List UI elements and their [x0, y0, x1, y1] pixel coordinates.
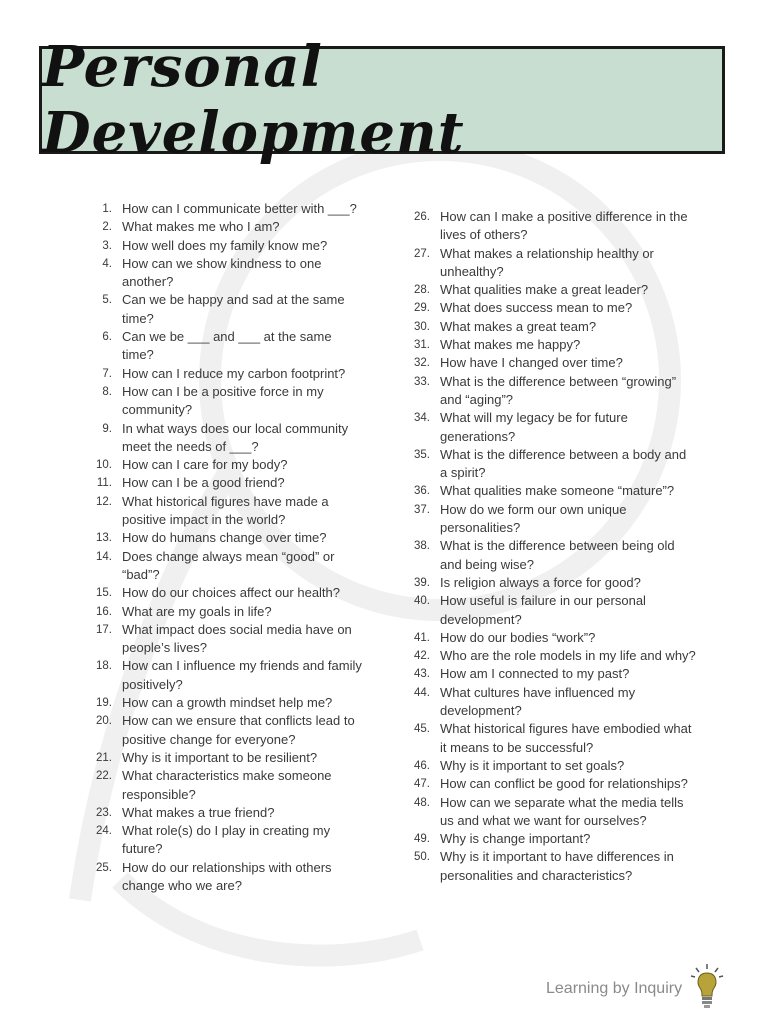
question-number: 11. — [96, 477, 112, 490]
question-item — [72, 804, 362, 822]
question-item — [72, 694, 362, 712]
question-text: How can we ensure that conflicts lead to positive change for everyone? — [122, 713, 355, 747]
question-number: 45. — [414, 723, 430, 736]
question-item — [72, 529, 362, 547]
question-item — [72, 584, 362, 602]
question-number: 34. — [414, 412, 430, 425]
question-item — [392, 245, 697, 282]
question-text: How can I make a positive difference in the lives of others? — [440, 209, 688, 243]
question-item — [392, 299, 697, 317]
question-item — [72, 200, 362, 218]
question-number: 41. — [414, 631, 430, 644]
questions-left-column — [72, 200, 362, 895]
question-item — [392, 830, 697, 848]
question-number: 27. — [414, 247, 430, 260]
question-text: How do our bodies “work”? — [440, 629, 596, 645]
question-text: What is the difference between being old and being wise? — [440, 538, 675, 572]
question-number: 47. — [414, 778, 430, 791]
question-text: What are my goals in life? — [122, 603, 272, 619]
question-number: 25. — [96, 861, 112, 874]
question-number: 43. — [414, 668, 430, 681]
question-item — [72, 767, 362, 804]
question-number: 46. — [414, 759, 430, 772]
question-item — [392, 684, 697, 721]
question-text: Why is it important to set goals? — [440, 757, 625, 773]
question-text: Why is change important? — [440, 831, 591, 847]
question-text: How can I be a good friend? — [122, 475, 285, 491]
question-text: What role(s) do I play in creating my future? — [122, 823, 331, 857]
question-number: 49. — [414, 833, 430, 846]
question-number: 4. — [102, 257, 112, 270]
question-text: What characteristics make someone responsible? — [122, 768, 332, 802]
question-item — [392, 409, 697, 446]
question-text: How am I connected to my past? — [440, 666, 630, 682]
question-number: 13. — [96, 532, 112, 545]
question-number: 9. — [102, 422, 112, 435]
question-text: Can we be happy and sad at the same time? — [122, 292, 345, 326]
question-number: 10. — [96, 459, 112, 472]
question-number: 38. — [414, 540, 430, 553]
question-item — [72, 859, 362, 896]
question-number: 28. — [414, 284, 430, 297]
question-number: 39. — [414, 576, 430, 589]
question-item — [392, 629, 697, 647]
question-number: 2. — [102, 221, 112, 234]
question-item — [392, 354, 697, 372]
question-number: 37. — [414, 503, 430, 516]
question-text: What historical figures have made a positive impact in the world? — [122, 493, 329, 528]
question-number: 18. — [96, 660, 112, 673]
question-number: 36. — [414, 485, 430, 498]
question-number: 48. — [414, 796, 430, 809]
question-item — [392, 501, 697, 538]
question-text: What is the difference between “growing” and “aging”? — [440, 373, 677, 407]
question-text: How can we separate what the media tells us and what we want for ourselves? — [440, 794, 684, 828]
question-text: Can we be ___ and ___ at the same time? — [122, 329, 332, 363]
question-item — [392, 336, 697, 354]
question-number: 6. — [102, 331, 112, 344]
question-text: How can a growth mindset help me? — [122, 695, 333, 711]
question-item — [72, 474, 362, 492]
question-item — [392, 794, 697, 831]
question-text: How do our relationships with others change who we are? — [122, 859, 332, 893]
question-text: How can I communicate better with ___? — [122, 201, 357, 216]
question-number: 44. — [414, 686, 430, 699]
question-item — [392, 720, 697, 757]
question-item — [392, 775, 697, 793]
question-item — [392, 647, 697, 665]
question-number: 30. — [414, 320, 430, 333]
question-item — [72, 621, 362, 658]
question-number: 23. — [96, 806, 112, 819]
question-item — [392, 537, 697, 574]
question-text: What makes me happy? — [440, 337, 581, 353]
question-text: Why is it important to be resilient? — [122, 749, 318, 765]
question-item — [392, 757, 697, 775]
question-number: 19. — [96, 697, 112, 710]
question-text: What historical figures have embodied what it means to be successful? — [440, 721, 692, 755]
question-text: Does change always mean “good” or “bad”? — [122, 548, 335, 582]
question-number: 40. — [414, 595, 430, 608]
question-item — [72, 328, 362, 365]
question-number: 20. — [96, 715, 112, 728]
question-item — [72, 365, 362, 383]
question-number: 7. — [102, 367, 112, 380]
lightbulb-icon — [690, 962, 724, 1012]
question-text: What makes a great team? — [440, 318, 597, 334]
question-item — [72, 493, 362, 530]
question-text: What is the difference between a body and a spirit? — [440, 446, 687, 481]
question-item — [72, 255, 362, 292]
question-number: 16. — [96, 605, 112, 618]
page-title: Personal Development — [42, 34, 465, 166]
question-item — [392, 208, 697, 245]
question-number: 5. — [102, 294, 112, 307]
question-item — [72, 218, 362, 236]
question-text: How well does my family know me? — [122, 237, 328, 253]
question-item — [392, 281, 697, 299]
title-banner — [39, 34, 725, 166]
question-number: 12. — [96, 495, 112, 508]
question-item — [392, 665, 697, 683]
question-item — [72, 657, 362, 694]
question-text: How can I be a positive force in my community? — [122, 383, 324, 418]
question-item — [72, 749, 362, 767]
question-item — [392, 574, 697, 592]
question-text: What impact does social media have on people’s lives? — [122, 621, 352, 656]
question-number: 3. — [102, 239, 112, 252]
question-text: Is religion always a force for good? — [440, 574, 641, 590]
question-item — [72, 822, 362, 859]
question-text: What makes a true friend? — [122, 804, 275, 820]
questions-right-column — [392, 208, 697, 885]
question-number: 42. — [414, 650, 430, 663]
question-number: 14. — [96, 550, 112, 563]
question-item — [392, 848, 697, 885]
question-text: What makes a relationship healthy or unhealthy? — [440, 245, 654, 279]
question-number: 1. — [102, 203, 112, 215]
question-number: 15. — [96, 587, 112, 600]
question-text: How do our choices affect our health? — [122, 585, 341, 601]
question-number: 29. — [414, 302, 430, 315]
footer-brand — [546, 962, 724, 1012]
question-text: How have I changed over time? — [440, 355, 623, 371]
question-number: 35. — [414, 448, 430, 461]
question-text: How can I reduce my carbon footprint? — [122, 365, 346, 381]
question-text: How can we show kindness to one another? — [122, 255, 322, 290]
question-item — [392, 592, 697, 629]
question-item — [72, 456, 362, 474]
question-text: In what ways does our local community meet the needs of ___? — [122, 420, 349, 454]
question-number: 21. — [96, 751, 112, 764]
question-text: How do humans change over time? — [122, 530, 327, 546]
question-number: 24. — [96, 825, 112, 838]
question-text: What will my legacy be for future generations? — [440, 410, 628, 444]
question-text: How can I influence my friends and family positively? — [122, 658, 362, 692]
question-number: 31. — [414, 339, 430, 352]
question-item — [392, 482, 697, 500]
question-number: 26. — [414, 211, 430, 223]
question-item — [392, 318, 697, 336]
question-text: How useful is failure in our personal development? — [440, 593, 646, 627]
question-text: What makes me who I am? — [122, 219, 280, 235]
question-number: 22. — [96, 770, 112, 783]
question-item — [72, 420, 362, 457]
question-text: What does success mean to me? — [440, 300, 633, 316]
question-text: What qualities make a great leader? — [440, 282, 649, 298]
question-text: How can conflict be good for relationships? — [440, 776, 688, 792]
brand-name: Learning by Inquiry — [546, 980, 683, 997]
question-item — [72, 603, 362, 621]
question-number: 50. — [414, 851, 430, 864]
question-item — [392, 373, 697, 410]
question-text: What cultures have influenced my development? — [440, 684, 636, 719]
question-number: 17. — [96, 623, 112, 636]
question-item — [72, 383, 362, 420]
question-text: Why is it important to have differences in personalities and characteristics? — [440, 849, 674, 883]
question-text: Who are the role models in my life and why? — [440, 648, 696, 664]
question-text: How do we form our own unique personalities? — [440, 501, 627, 536]
question-item — [392, 446, 697, 483]
question-text: What qualities make someone “mature”? — [440, 483, 675, 499]
question-number: 33. — [414, 375, 430, 388]
question-number: 8. — [102, 385, 112, 398]
question-item — [72, 291, 362, 328]
question-item — [72, 712, 362, 749]
question-item — [72, 548, 362, 585]
question-number: 32. — [414, 357, 430, 370]
question-item — [72, 237, 362, 255]
question-text: How can I care for my body? — [122, 457, 288, 473]
